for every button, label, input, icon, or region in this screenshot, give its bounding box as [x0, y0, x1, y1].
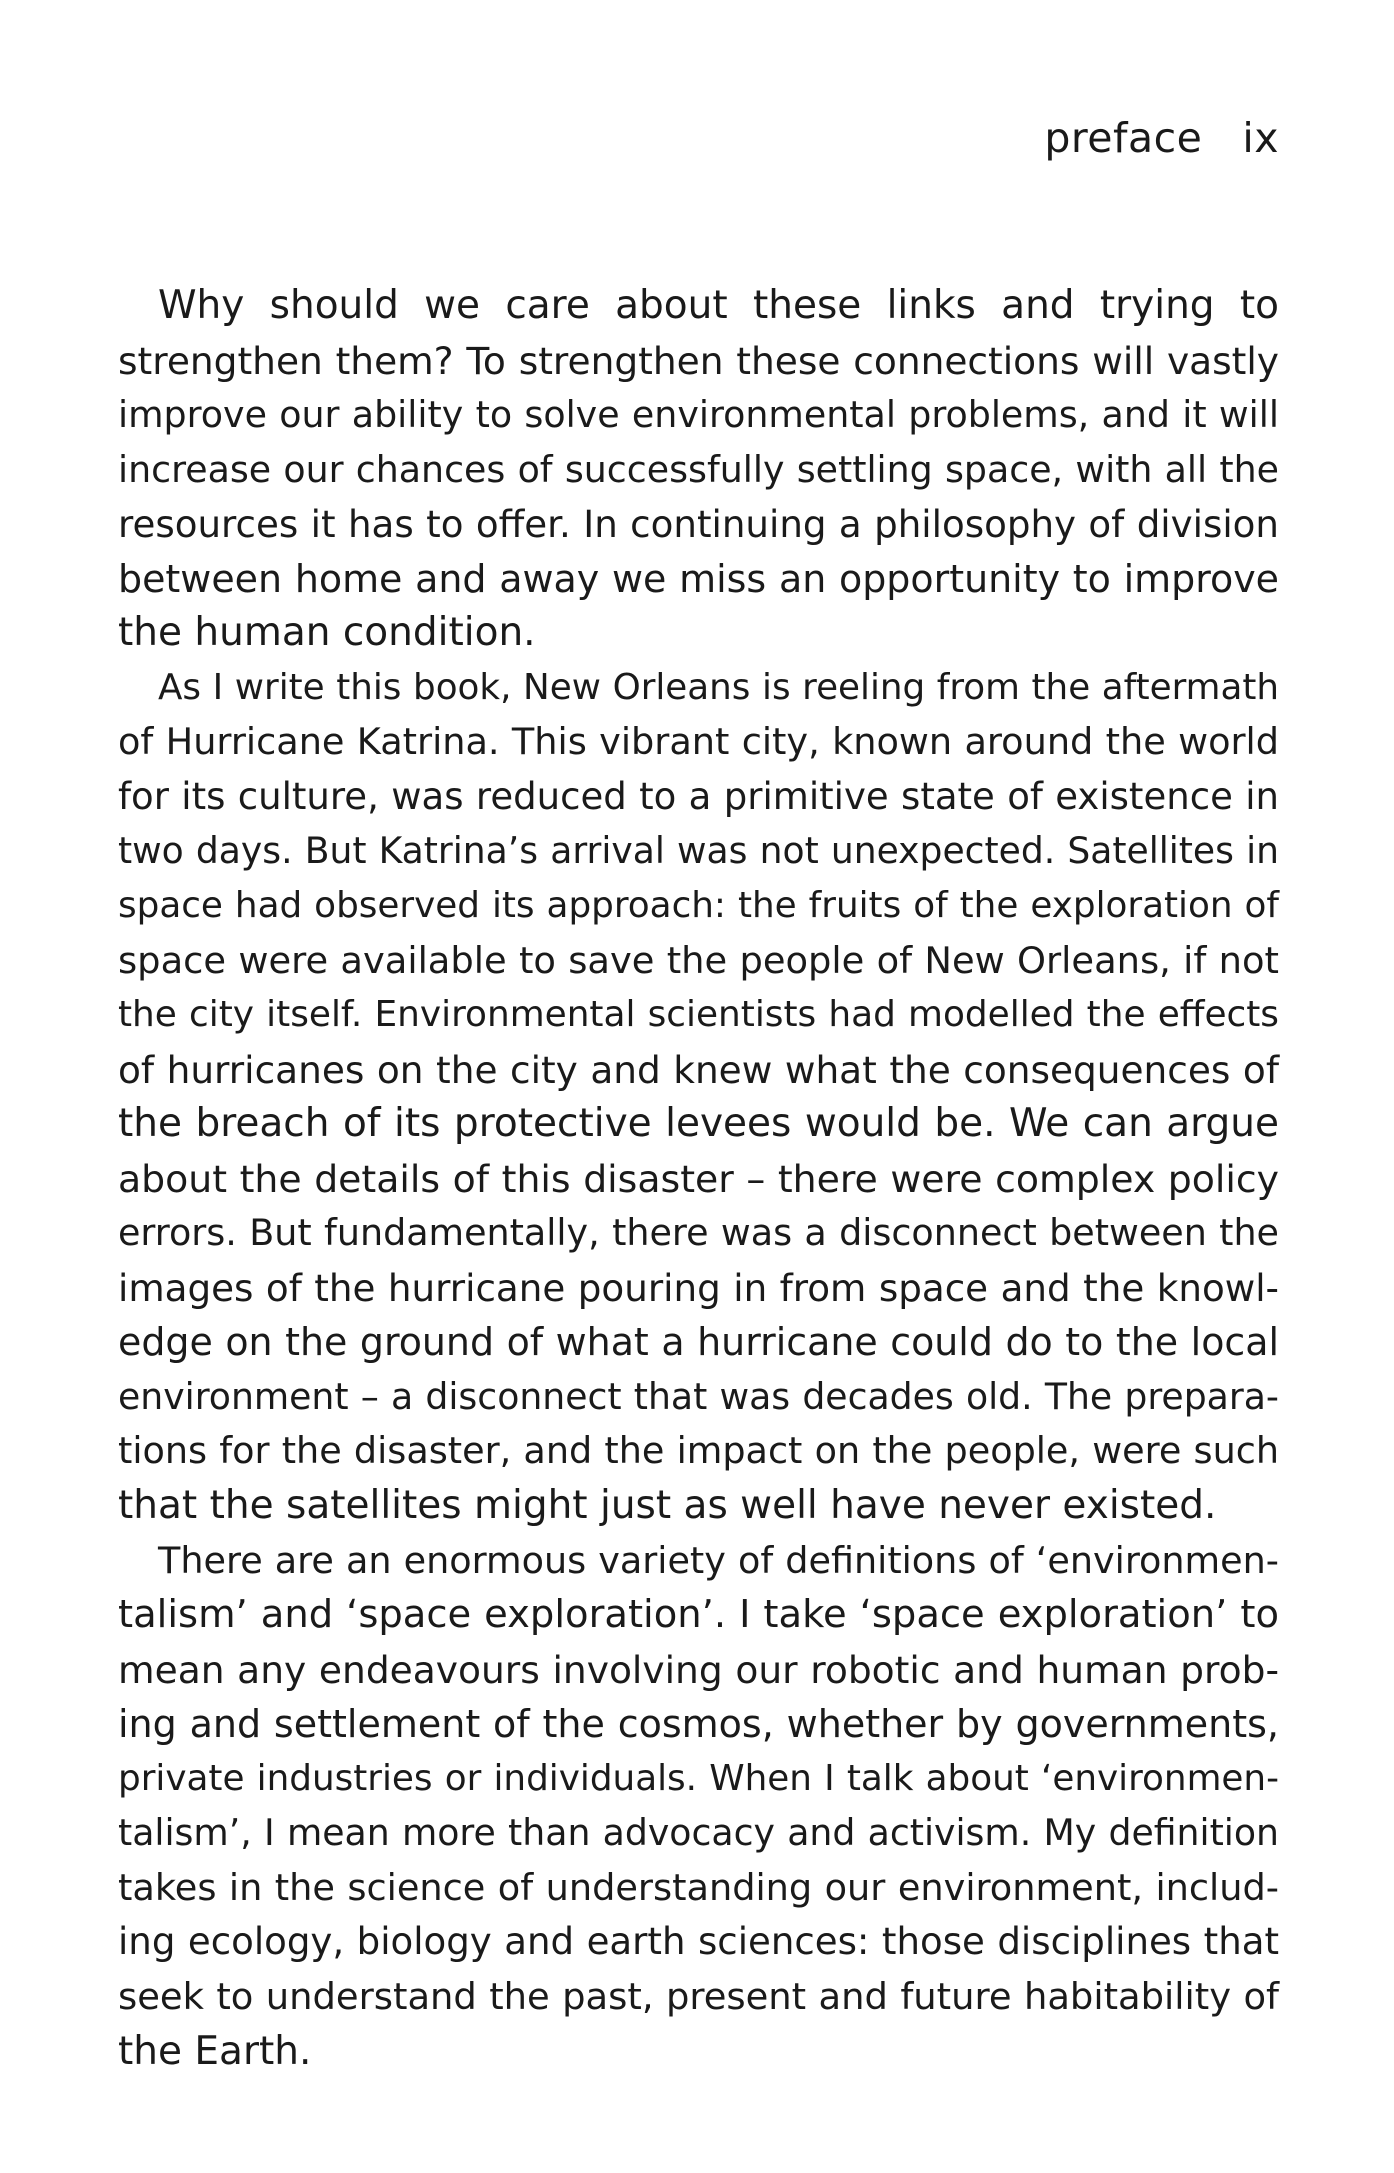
text-line: edge on the ground of what a hurricane could do to the local — [118, 1320, 1279, 1365]
running-head — [1044, 114, 1279, 162]
text-line: images of the hurricane pouring in from space and the knowl- — [118, 1265, 1279, 1310]
text-line: There are an enormous variety of definitions of ‘environmen- — [158, 1538, 1279, 1582]
text-line: ing and settlement of the cosmos, whether by governments, — [118, 1702, 1279, 1747]
text-line: environment – a disconnect that was decades old. The prepara- — [118, 1374, 1279, 1418]
page-number: ix — [1242, 114, 1279, 162]
text-line: for its culture, was reduced to a primitive state of existence in — [118, 774, 1279, 818]
text-line: that the satellites might just as well have never existed. — [118, 1483, 1217, 1529]
text-line: increase our chances of successfully settling space, with all the — [118, 447, 1279, 491]
text-line: the human condition. — [118, 610, 536, 656]
text-line: strengthen them? To strengthen these connections will vastly — [118, 338, 1279, 383]
text-line: about the details of this disaster – there were complex policy — [118, 1156, 1279, 1201]
text-line: resources it has to offer. In continuing a philosophy of division — [118, 502, 1279, 547]
text-line: the city itself. Environmental scientists had modelled the effects — [118, 994, 1279, 1036]
text-line: of Hurricane Katrina. This vibrant city, known around the world — [118, 720, 1279, 764]
text-line: tions for the disaster, and the impact on the people, were such — [118, 1429, 1279, 1473]
text-line: the breach of its protective levees would be. We can argue — [118, 1101, 1279, 1147]
text-line: space were available to save the people of New Orleans, if not — [118, 938, 1279, 982]
text-line: between home and away we miss an opportunity to improve — [118, 556, 1279, 601]
text-line: takes in the science of understanding our environment, includ- — [118, 1865, 1279, 1909]
text-line: errors. But fundamentally, there was a disconnect between the — [118, 1211, 1279, 1255]
text-line: seek to understand the past, present and future habitability of — [118, 1974, 1279, 2018]
section-title: preface — [1044, 114, 1203, 162]
text-line: space had observed its approach: the fruits of the exploration of — [118, 885, 1279, 927]
text-line: private industries or individuals. When I talk about ‘environmen- — [118, 1757, 1279, 1799]
text-line: two days. But Katrina’s arrival was not unexpected. Satellites in — [118, 830, 1279, 873]
text-line: ing ecology, biology and earth sciences: those disciplines that — [118, 1920, 1279, 1964]
text-line: of hurricanes on the city and knew what the consequences of — [118, 1047, 1279, 1092]
text-line: As I write this book, New Orleans is reeling from the aftermath — [158, 666, 1279, 708]
text-line: improve our ability to solve environmental problems, and it will — [118, 393, 1279, 437]
text-line: talism’, I mean more than advocacy and activism. My definition — [118, 1811, 1279, 1855]
text-line: Why should we care about these links and trying to — [158, 283, 1279, 328]
text-line: mean any endeavours involving our robotic and human prob- — [118, 1647, 1279, 1692]
text-line: talism’ and ‘space exploration’. I take ‘space exploration’ to — [118, 1592, 1279, 1638]
text-line: the Earth. — [118, 2028, 312, 2074]
body-text — [118, 279, 1279, 2079]
